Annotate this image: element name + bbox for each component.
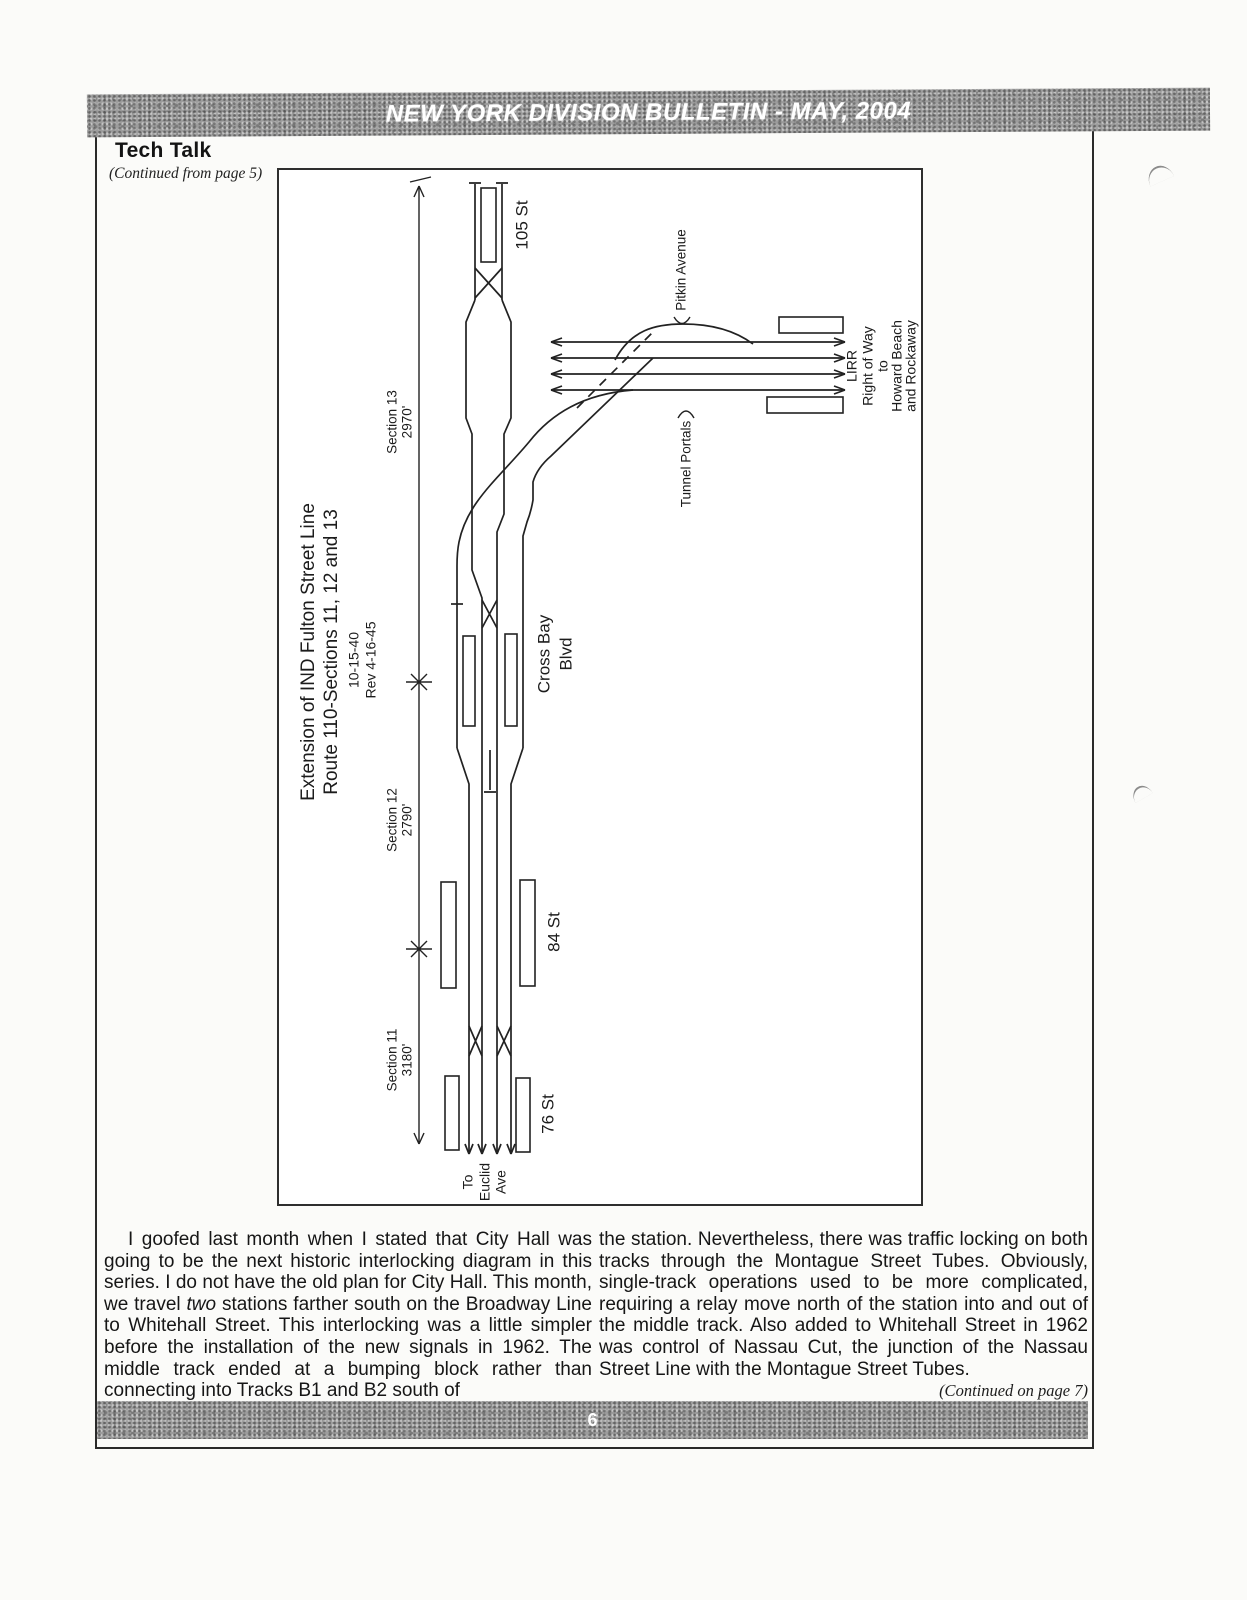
tunnel-portals-pointer xyxy=(678,411,694,418)
diagram-date: 10-15-40 xyxy=(345,631,362,689)
station-105st-platform xyxy=(481,188,496,262)
lirr-label-line5: and Rockaway xyxy=(902,320,919,412)
lirr-platform-south xyxy=(767,397,843,413)
to-euclid-line1: To xyxy=(459,1174,476,1190)
station-84st xyxy=(441,880,563,988)
station-crossbay-label-line2: Blvd xyxy=(556,637,576,671)
section-dimension-line xyxy=(406,177,432,1144)
station-105st-label: 105 St xyxy=(512,200,532,250)
station-76st xyxy=(445,1076,557,1152)
diagram-revision: Rev 4-16-45 xyxy=(362,621,379,699)
station-84st-platform-west xyxy=(441,882,456,988)
article-right-text: the station. Nevertheless, there was traffic locking on both tracks through the Montague Street Tubes. Obviously, single-track operations used to be more complicated, requiring a relay move north of the station into and out of the middle track. Also added to Whitehall Street in 1962 was control of Nassau Cut, the junction of the Nassau Street Line with the Montague Street Tubes. xyxy=(599,1229,1088,1380)
header-banner xyxy=(87,88,1210,138)
lirr-branch xyxy=(551,229,919,507)
lirr-label-line4: Howard Beach xyxy=(888,320,905,412)
article-column-right xyxy=(599,1229,1088,1402)
main-line-south xyxy=(457,748,523,1154)
section-labels xyxy=(385,390,415,1091)
to-euclid-line3: Ave xyxy=(492,1170,509,1194)
station-84st-label: 84 St xyxy=(544,912,564,952)
lirr-connection-curve xyxy=(457,390,633,748)
article-column-left xyxy=(104,1229,592,1402)
article-left-text-2: stations farther south on the Broadway Line to Whitehall Street. This interlocking was a little simpler before the installation of the new signals in 1962. The middle track ended at a bumping block rather than connecting into Tracks B1 and B2 south of xyxy=(104,1293,592,1402)
crossover-105st xyxy=(475,268,502,298)
continued-on-note: (Continued on page 7) xyxy=(939,1381,1088,1401)
article-left-italic-word: two xyxy=(186,1293,217,1315)
diagram-title-block xyxy=(298,503,379,801)
page-number: 6 xyxy=(587,1409,598,1430)
interlocking-track-diagram xyxy=(279,170,921,1204)
article-paragraph-left xyxy=(104,1229,592,1402)
scan-artifact-curl xyxy=(1144,161,1174,186)
to-euclid-line2: Euclid xyxy=(476,1162,493,1202)
station-crossbay xyxy=(463,614,575,726)
section-13-label: Section 13 xyxy=(384,390,400,454)
diagram-title-line1: Extension of IND Fulton Street Line xyxy=(298,503,320,801)
crossovers-76st-north xyxy=(469,1026,511,1056)
lirr-label-line3: to xyxy=(874,360,891,372)
station-76st-platform-west xyxy=(445,1076,459,1150)
article-heading: Tech Talk xyxy=(115,139,212,162)
track-diagram-frame xyxy=(277,168,923,1206)
lirr-label-line2: Right of Way xyxy=(859,326,876,406)
tunnel-portals-label: Tunnel Portals xyxy=(678,420,694,508)
track-end-arrows xyxy=(465,1144,515,1154)
header-banner-title: NEW YORK DIVISION BULLETIN - MAY, 2004 xyxy=(385,96,912,128)
station-crossbay-label-line1: Cross Bay xyxy=(534,614,554,694)
article-left-text-1: I goofed last month when I stated that City Hall was going to be the next historic interlocking diagram in this series. I do not have the old plan for City Hall. This month, we travel xyxy=(104,1229,592,1315)
section-12-label: Section 12 xyxy=(384,788,400,852)
pitkin-avenue-label: Pitkin Avenue xyxy=(673,229,689,311)
pitkin-pointer xyxy=(674,317,690,324)
station-76st-label: 76 St xyxy=(538,1094,558,1134)
continued-from-note: (Continued from page 5) xyxy=(109,165,263,182)
station-crossbay-platform-west xyxy=(463,636,475,726)
lirr-label-line1: LIRR xyxy=(843,350,860,382)
station-84st-platform-east xyxy=(520,880,535,986)
middle-track-stub xyxy=(484,750,496,792)
station-105st xyxy=(469,183,531,300)
section-11-length: 3180' xyxy=(399,1043,415,1077)
section-11-label: Section 11 xyxy=(384,1028,400,1092)
lirr-platform-north xyxy=(779,317,843,333)
station-crossbay-platform-east xyxy=(505,634,517,726)
article-paragraph-right xyxy=(599,1229,1088,1401)
footer-bar xyxy=(97,1401,1088,1439)
diagram-title-line2: Route 110-Sections 11, 12 and 13 xyxy=(321,509,343,795)
section-12-length: 2790' xyxy=(399,803,415,837)
scan-artifact-curl xyxy=(1129,782,1153,803)
to-euclid-ave-label xyxy=(460,1163,509,1201)
station-76st-platform-east xyxy=(516,1078,530,1152)
crossover-crossbay-north xyxy=(482,600,497,628)
section-13-length: 2970' xyxy=(399,405,415,439)
